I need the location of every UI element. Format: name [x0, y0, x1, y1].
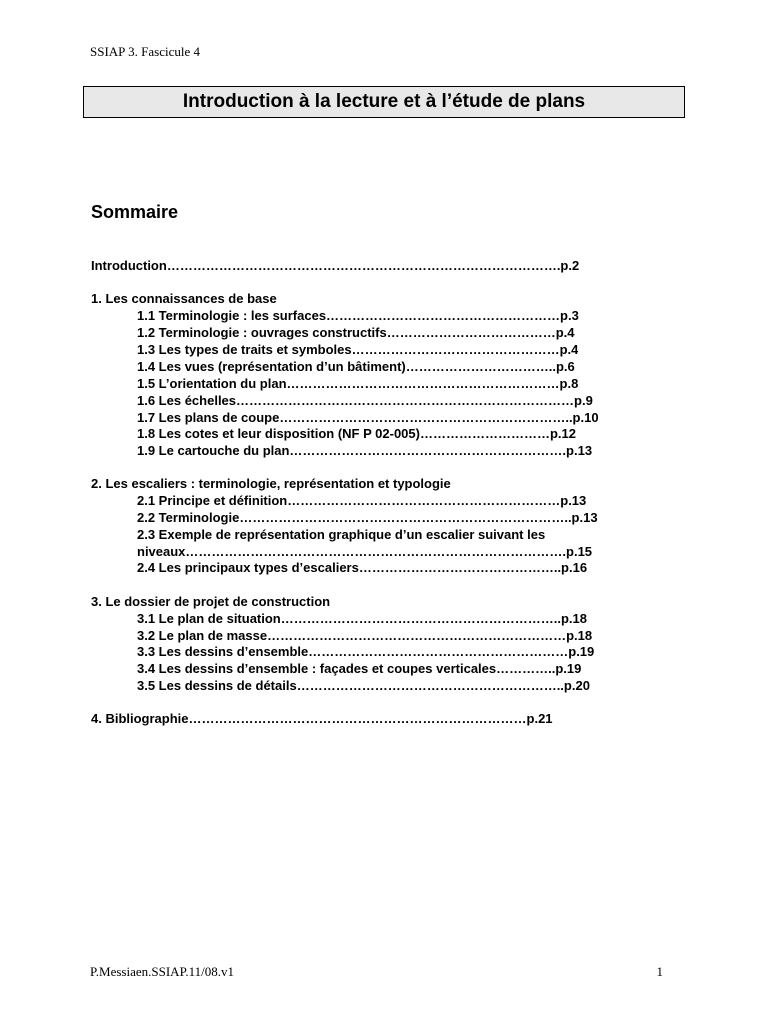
toc-entry-1-7: 1.7 Les plans de coupe…………………………………………………………..p.10	[137, 410, 599, 425]
toc-entry-introduction: Introduction……………………………………………………………………………….p.2	[91, 258, 580, 273]
toc-entry-1-1: 1.1 Terminologie : les surfaces………………………………………………p.3	[137, 308, 579, 323]
toc-entry-1-3: 1.3 Les types de traits et symboles…………………………………………p.4	[137, 342, 579, 357]
toc-section-4: 4. Bibliographie……………………………………………………………………p.21	[91, 711, 553, 726]
toc-section-3: 3. Le dossier de projet de construction	[91, 594, 331, 609]
toc-entry-2-4: 2.4 Les principaux types d’escaliers………………………………………..p.16	[137, 560, 588, 575]
toc-entry-1-2: 1.2 Terminologie : ouvrages constructifs…………………………………p.4	[137, 325, 575, 340]
toc-section-2: 2. Les escaliers : terminologie, représentation et typologie	[91, 476, 451, 491]
toc-entry-1-4: 1.4 Les vues (représentation d’un bâtiment)……………………………..p.6	[137, 359, 575, 374]
toc-section-1: 1. Les connaissances de base	[91, 291, 277, 306]
toc-entry-3-4: 3.4 Les dessins d’ensemble : façades et coupes verticales…………..p.19	[137, 661, 582, 676]
toc-entry-1-9: 1.9 Le cartouche du plan……………………………………………………….p.13	[137, 443, 593, 458]
sommaire-heading: Sommaire	[91, 202, 179, 222]
toc-entry-2-3: 2.3 Exemple de représentation graphique d’un escalier suivant les	[137, 527, 546, 542]
toc-entry-1-8: 1.8 Les cotes et leur disposition (NF P 02-005)…………………………p.12	[137, 426, 576, 441]
toc-entry-1-5: 1.5 L’orientation du plan………………………………………………………p.8	[137, 376, 579, 391]
toc-entry-3-2: 3.2 Le plan de masse……………………………………………………………p.18	[137, 628, 593, 643]
toc-entry-3-5: 3.5 Les dessins de détails……………………………………………………..p.20	[137, 678, 590, 693]
document-header: SSIAP 3. Fascicule 4	[90, 44, 201, 59]
toc-entry-1-6: 1.6 Les échelles……………………………………………………………………p.9	[137, 393, 593, 408]
footer-reference: P.Messiaen.SSIAP.11/08.v1	[90, 964, 234, 979]
toc-entry-2-3-cont: niveaux…………………………………………………………………………….p.15	[137, 544, 593, 559]
toc-entry-2-1: 2.1 Principe et définition………………………………………………………p.13	[137, 493, 587, 508]
page-title: Introduction à la lecture et à l’étude de plans	[83, 86, 685, 118]
toc-entry-3-1: 3.1 Le plan de situation………………………………………………………..p.18	[137, 611, 587, 626]
toc-entry-2-2: 2.2 Terminologie…………………………………………………………………..p.13	[137, 510, 598, 525]
toc-entry-3-3: 3.3 Les dessins d’ensemble……………………………………………………p.19	[137, 644, 595, 659]
page-number: 1	[656, 964, 663, 979]
